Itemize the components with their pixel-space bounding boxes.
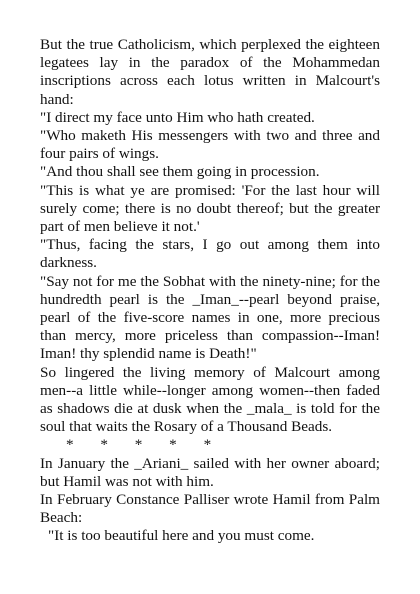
letter-opening-line: "It is too beautiful here and you must come. <box>48 527 315 545</box>
book-page <box>40 36 380 546</box>
section-separator: * * * * * <box>66 436 212 454</box>
paragraph-catholicism: But the true Catholicism, which perplexed the eighteen legatees lay in the paradox of the Mohammedan inscriptions across each lotus written in Malcourt's hand: <box>40 36 380 108</box>
paragraph-january-ariani: In January the _Ariani_ sailed with her owner aboard; but Hamil was not with him. <box>40 454 380 490</box>
paragraph-february-letter: In February Constance Palliser wrote Hamil from Palm Beach: <box>40 491 380 527</box>
paragraph-memory-of-malcourt: So lingered the living memory of Malcourt among men--a little while--longer among women--then faded as shadows die at dusk when the _mala_ is told for the soul that waits the Rosary of a Thousand Beads. <box>40 363 380 436</box>
paragraph-inscription-last-hour: "This is what ye are promised: 'For the last hour will surely come; there is no doubt thereof; but the greater part of men believe it not.' <box>40 181 380 236</box>
paragraph-inscription-messengers: "Who maketh His messengers with two and three and four pairs of wings. <box>40 127 380 163</box>
paragraph-inscription-sobhat: "Say not for me the Sobhat with the ninety-nine; for the hundredth pearl is the _Iman_--pearl beyond praise, pearl of the five-score names in one, more precious than mercy, more priceless than compassion--Iman! Iman! thy splendid name is Death!" <box>40 272 380 363</box>
paragraph-inscription-stars: "Thus, facing the stars, I go out among them into darkness. <box>40 236 380 272</box>
paragraph-inscription-face: "I direct my face unto Him who hath created. <box>40 108 315 126</box>
paragraph-inscription-procession: "And thou shall see them going in procession. <box>40 163 320 181</box>
